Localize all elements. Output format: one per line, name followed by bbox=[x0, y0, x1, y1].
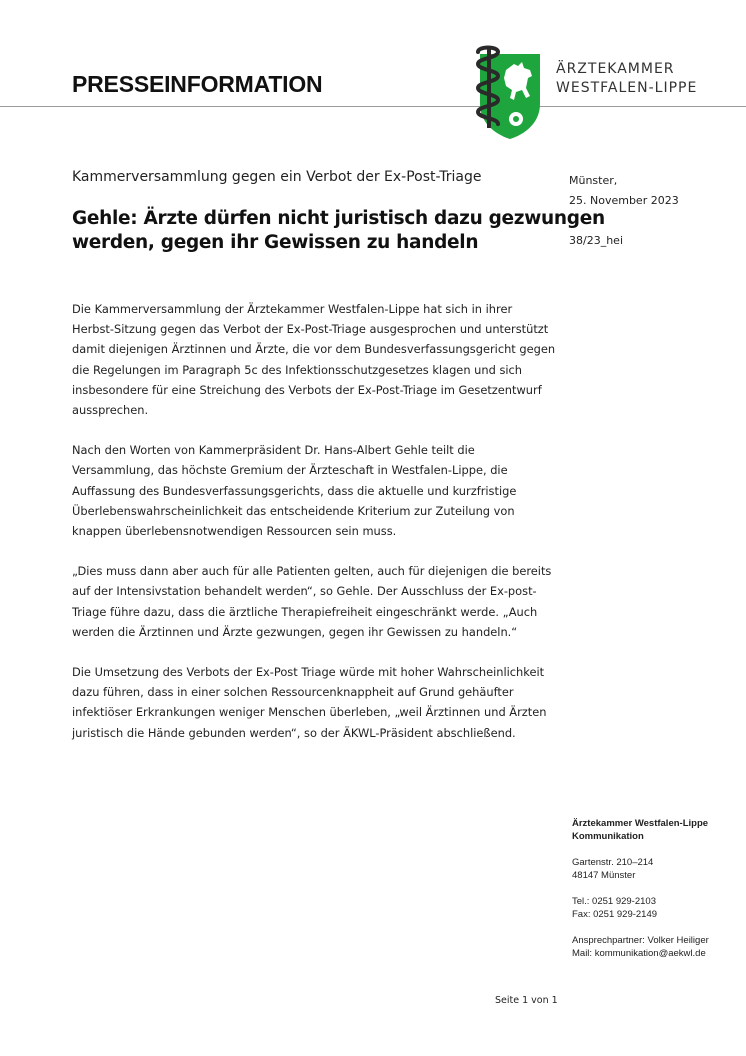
meta-place: Münster, bbox=[569, 174, 618, 187]
paragraph bbox=[72, 561, 562, 642]
paragraph-line: Auffassung des Bundesverfassungsgerichts, dass die aktuelle und kurzfristige bbox=[72, 483, 517, 498]
page-title: PRESSEINFORMATION bbox=[72, 71, 323, 97]
chamber-logo bbox=[470, 44, 546, 140]
paragraph-line: aussprechen. bbox=[72, 403, 149, 418]
article-kicker: Kammerversammlung gegen ein Verbot der Ex-Post-Triage bbox=[72, 169, 482, 185]
headline-line: Gehle: Ärzte dürfen nicht juristisch dazu gezwungen bbox=[72, 208, 605, 229]
paragraph-line: werden die Ärztinnen und Ärzte gezwungen, gegen ihr Gewissen zu handeln.“ bbox=[72, 624, 518, 639]
paragraph-line: insbesondere für eine Streichung des Verbots der Ex-Post-Triage im Gesetzentwurf bbox=[72, 382, 542, 397]
paragraph-line: Die Umsetzung des Verbots der Ex-Post Triage würde mit hoher Wahrscheinlichkeit bbox=[72, 665, 545, 680]
paragraph-line: Überlebenswahrscheinlichkeit das entscheidende Kriterium zur Zuteilung von bbox=[72, 503, 515, 518]
paragraph-line: Nach den Worten von Kammerpräsident Dr. Hans-Albert Gehle teilt die bbox=[72, 443, 475, 458]
paragraph-line: „Dies muss dann aber auch für alle Patienten gelten, auch für diejenigen die bereits bbox=[72, 564, 552, 579]
contact-block bbox=[572, 817, 709, 973]
paragraph-line: Die Kammerversammlung der Ärztekammer Westfalen-Lippe hat sich in ihrer bbox=[72, 302, 513, 316]
paragraph bbox=[72, 440, 562, 541]
paragraph-line: Herbst-Sitzung gegen das Verbot der Ex-Post-Triage ausgesprochen und unterstützt bbox=[72, 322, 549, 337]
press-meta bbox=[569, 171, 679, 251]
contact-tel: Tel.: 0251 929-2103 bbox=[572, 896, 656, 907]
article-body bbox=[72, 299, 562, 763]
contact-fax: Fax: 0251 929-2149 bbox=[572, 909, 658, 920]
header-rule bbox=[0, 106, 746, 107]
paragraph-line: dazu führen, dass in einer solchen Ressourcenknappheit auf Grund gehäufter bbox=[72, 685, 514, 700]
paragraph-line: juristisch die Hände gebunden werden“, so der ÄKWL-Präsident abschließend. bbox=[72, 725, 516, 740]
meta-date: 25. November 2023 bbox=[569, 194, 679, 207]
paragraph-line: Versammlung, das höchste Gremium der Ärzteschaft in Westfalen-Lippe, die bbox=[72, 463, 508, 478]
paragraph-line: Triage führe dazu, dass die ärztliche Therapiefreiheit eingeschränkt werde. „Auch bbox=[72, 604, 538, 619]
paragraph bbox=[72, 299, 562, 420]
contact-city: 48147 Münster bbox=[572, 870, 636, 881]
meta-reference: 38/23_hei bbox=[569, 234, 623, 247]
contact-mail: Mail: kommunikation@aekwl.de bbox=[572, 948, 706, 959]
contact-street: Gartenstr. 210–214 bbox=[572, 857, 654, 868]
paragraph-line: damit diejenigen Ärztinnen und Ärzte, die vor dem Bundesverfassungsgericht gegen bbox=[72, 342, 556, 357]
org-name-line2: WESTFALEN-LIPPE bbox=[556, 80, 698, 96]
headline-line: werden, gegen ihr Gewissen zu handeln bbox=[72, 232, 479, 253]
contact-dept: Kommunikation bbox=[572, 831, 644, 842]
paragraph-line: auf der Intensivstation behandelt werden“, so Gehle. Der Ausschluss der Ex-post- bbox=[72, 584, 537, 599]
organization-name bbox=[556, 60, 697, 98]
paragraph-line: knappen überlebensnotwendigen Ressourcen sein muss. bbox=[72, 524, 397, 539]
contact-person: Ansprechpartner: Volker Heiliger bbox=[572, 935, 709, 946]
paragraph-line: die Regelungen im Paragraph 5c des Infektionsschutzgesetzes klagen und sich bbox=[72, 362, 523, 377]
page-number: Seite 1 von 1 bbox=[495, 995, 558, 1006]
paragraph-line: infektiöser Erkrankungen weniger Menschen überleben, „weil Ärztinnen und Ärzten bbox=[72, 705, 547, 720]
contact-org: Ärztekammer Westfalen-Lippe bbox=[572, 818, 709, 829]
org-name-line1: ÄRZTEKAMMER bbox=[556, 61, 675, 77]
paragraph bbox=[72, 662, 562, 743]
